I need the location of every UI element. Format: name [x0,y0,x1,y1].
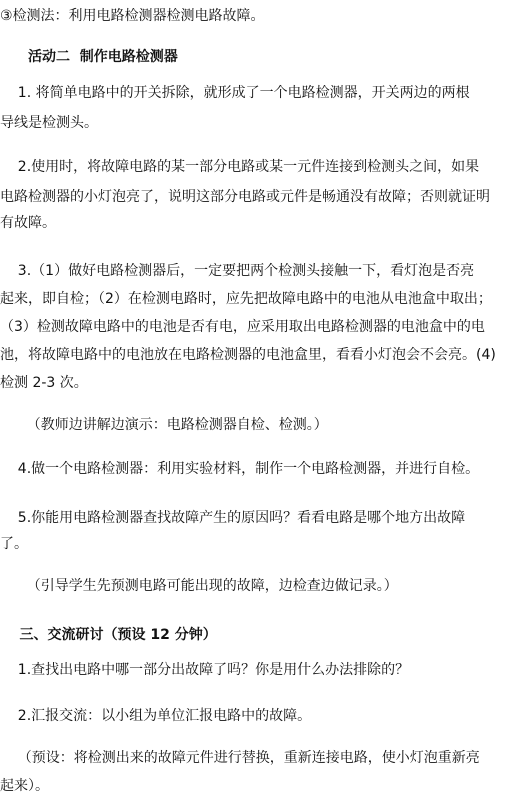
step2-line1: 2.使用时，将故障电路的某一部分电路或某一元件连接到检测头之间，如果 [0,159,480,175]
step3-line5: 检测 2-3 次。 [0,375,88,391]
step3-line4: 池，将故障电路中的电池放在电路检测器的电池盒里，看看小灯泡会不会亮。(4) [0,347,496,363]
section3-heading: 三、交流研讨（预设 12 分钟） [0,627,217,643]
method3-line: ③检测法：利用电路检测器检测电路故障。 [0,8,265,24]
step1-line2: 导线是检测头。 [0,115,98,131]
step3-line3: （3）检测故障电路中的电池是否有电，应采用取出电路检测器的电池盒中的电 [0,319,485,335]
step3-line2: 起来，即自检；（2）在检测电路时，应先把故障电路中的电池从电池盒中取出； [0,291,492,307]
question2-line: 2.汇报交流：以小组为单位汇报电路中的故障。 [0,708,312,724]
activity2-heading: 活动二 制作电路检测器 [28,49,178,65]
preset-note-line2: 起来）。 [0,778,49,794]
teacher-demo-note: （教师边讲解边演示：电路检测器自检、检测。） [0,417,328,433]
question1-line: 1.查找出电路中哪一部分出故障了吗？你是用什么办法排除的？ [0,662,410,678]
step5-line2: 了。 [0,536,28,552]
step2-line2: 电路检测器的小灯泡亮了，说明这部分电路或元件是畅通没有故障；否则就证明 [0,189,490,205]
step1-line1: 1. 将简单电路中的开关拆除，就形成了一个电路检测器，开关两边的两根 [0,85,470,101]
step3-line1: 3.（1）做好电路检测器后，一定要把两个检测头接触一下，看灯泡是否亮 [0,263,475,279]
preset-note-line1: （预设：将检测出来的故障元件进行替换，重新连接电路，使小灯泡重新亮 [0,750,480,766]
step2-line3: 有故障。 [0,215,56,231]
step4-line: 4.做一个电路检测器：利用实验材料，制作一个电路检测器，并进行自检。 [0,461,480,477]
step5-line1: 5.你能用电路检测器查找故障产生的原因吗？看看电路是哪个地方出故障 [0,510,466,526]
guide-note: （引导学生先预测电路可能出现的故障，边检查边做记录。） [0,578,398,594]
